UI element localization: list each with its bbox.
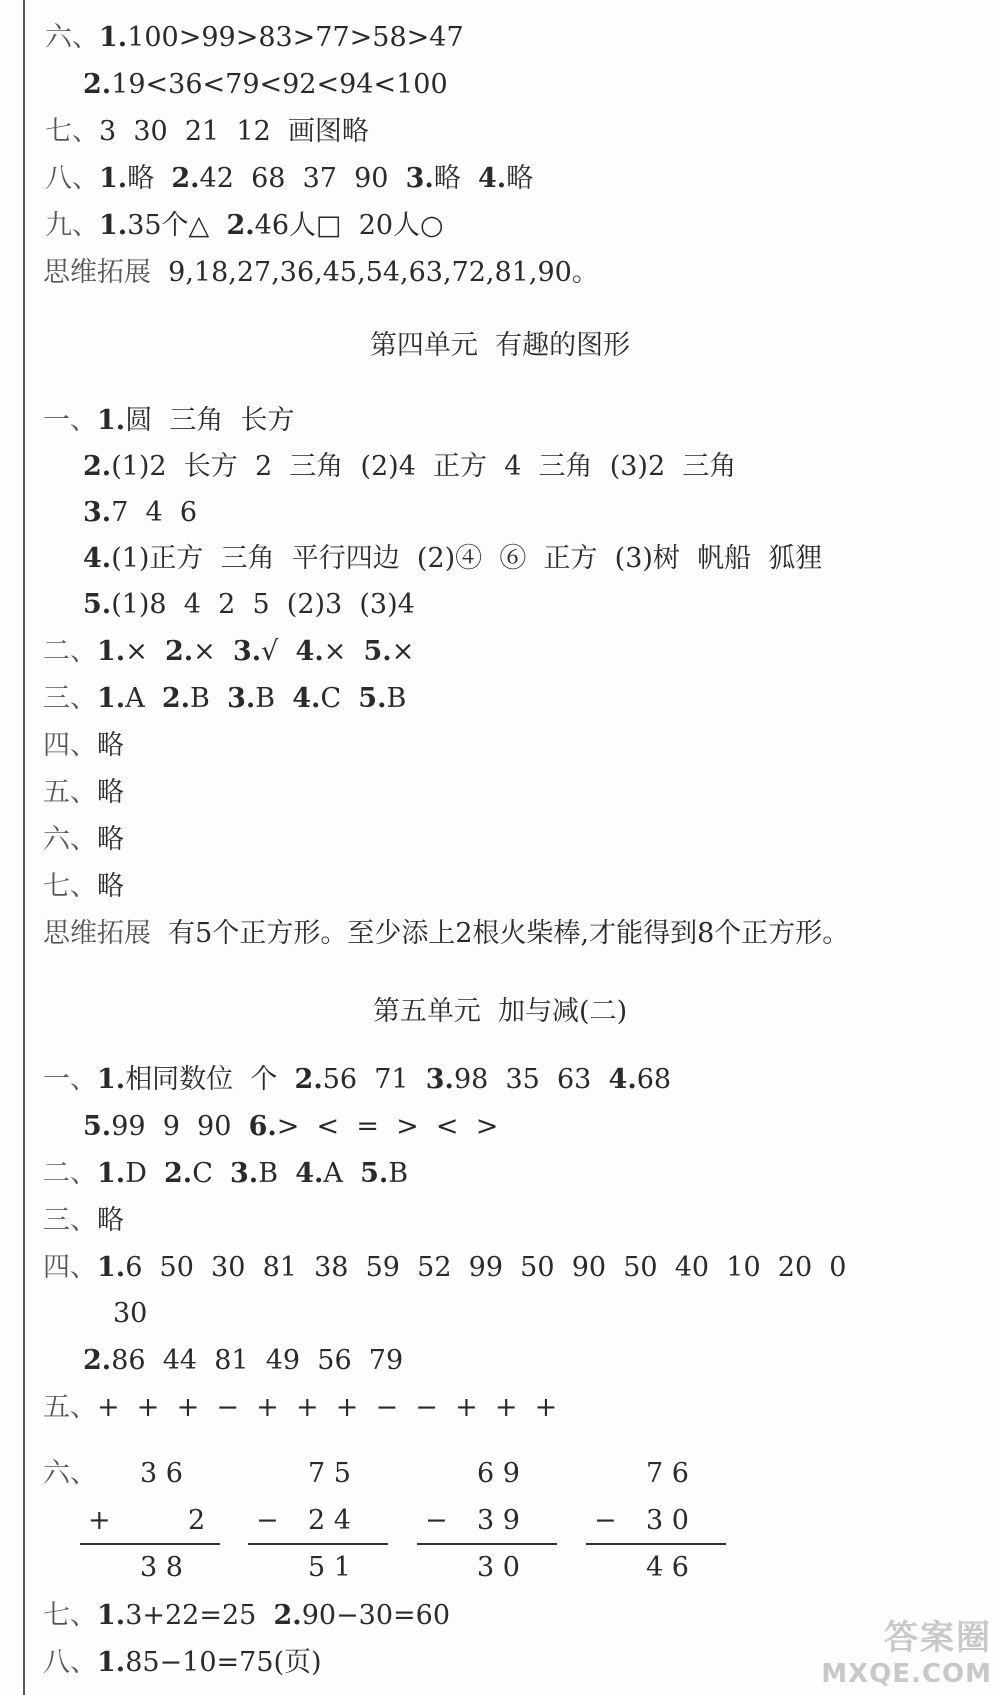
answer-text: 99 9 90 xyxy=(111,1111,249,1142)
answer-text: 略 xyxy=(97,730,124,761)
answer-text: 3 30 21 12 画图略 xyxy=(99,116,369,147)
section-label: 八、 xyxy=(45,163,99,194)
answer-text: 42 68 37 90 xyxy=(199,163,406,194)
section-label: 七、 xyxy=(43,1600,97,1631)
answer-line-u5-1-1 xyxy=(43,1064,671,1096)
answer-text: 略 xyxy=(97,777,124,808)
question-number: 2. xyxy=(161,683,191,714)
vertical-operand-bottom: 3 0 xyxy=(646,1505,689,1536)
vertical-rule xyxy=(248,1543,388,1545)
question-number: 1. xyxy=(97,1647,126,1678)
vertical-result: 3 0 xyxy=(477,1552,520,1583)
answer-text: B xyxy=(190,683,228,714)
question-number: 4. xyxy=(83,543,112,574)
section-label: 一、 xyxy=(43,1064,97,1095)
answer-text: 略 xyxy=(433,163,478,194)
question-number: 2. xyxy=(83,1345,112,1376)
question-number: 2. xyxy=(83,451,112,482)
answer-line-u5-4b xyxy=(113,1298,147,1330)
question-number: 1. xyxy=(97,1158,126,1189)
answer-text: 相同数位 个 xyxy=(125,1064,295,1095)
question-number: 5. xyxy=(83,589,112,620)
section-label: 一、 xyxy=(43,405,97,436)
answer-text: 90−30=60 xyxy=(301,1600,451,1631)
answer-line-l6-1 xyxy=(45,22,464,54)
section-label: 三、 xyxy=(43,1205,97,1236)
watermark xyxy=(821,1610,992,1689)
answer-line-u4-6 xyxy=(43,824,124,856)
answer-text: (1)正方 三角 平行四边 (2)④ ⑥ 正方 (3)树 帆船 狐狸 xyxy=(111,543,823,574)
section-label: 八、 xyxy=(43,1647,97,1678)
answer-line-u4-1-4 xyxy=(83,543,822,575)
question-number: 2. xyxy=(226,210,255,241)
question-number: 5. xyxy=(363,636,392,667)
question-number: 4. xyxy=(295,1158,324,1189)
answer-text: > < = > < > xyxy=(276,1111,499,1142)
answer-text: B xyxy=(258,1158,296,1189)
answer-text: A xyxy=(323,1158,361,1189)
question-number: 3. xyxy=(405,163,434,194)
vertical-rule xyxy=(586,1543,726,1545)
section-label: 二、 xyxy=(43,636,97,667)
answer-text: √ xyxy=(261,636,296,667)
unit4-title: 第四单元 有趣的图形 xyxy=(369,330,631,361)
vertical-operator: − xyxy=(425,1505,448,1536)
answer-text: 46人□ 20人○ xyxy=(254,210,444,241)
answer-line-u5-5 xyxy=(43,1392,557,1424)
answer-line-lext1 xyxy=(43,257,599,289)
answer-text: 略 xyxy=(506,163,534,194)
question-number: 1. xyxy=(97,1600,126,1631)
question-number: 3. xyxy=(425,1064,454,1095)
answer-text: + + + − + + + − − + + + xyxy=(97,1392,558,1423)
answer-line-u5-2 xyxy=(43,1158,408,1190)
question-number: 5. xyxy=(360,1158,389,1189)
question-number: 5. xyxy=(358,683,387,714)
vertical-operator: − xyxy=(594,1505,617,1536)
vertical-operator: + xyxy=(88,1505,111,1536)
answer-text: × xyxy=(125,636,165,667)
section-label: 六、 xyxy=(45,22,99,53)
answer-line-u5-4c xyxy=(83,1345,403,1377)
question-number: 4. xyxy=(292,683,321,714)
answer-text: 略 xyxy=(97,1205,124,1236)
section-label: 五、 xyxy=(43,1392,97,1423)
question-number: 2. xyxy=(171,163,200,194)
answer-text: 56 71 xyxy=(322,1064,426,1095)
question-number: 2. xyxy=(294,1064,323,1095)
question-number: 1. xyxy=(97,405,126,436)
vertical-operand-bottom: 2 4 xyxy=(308,1505,351,1536)
answer-text: 98 35 63 xyxy=(453,1064,609,1095)
vertical-operator: − xyxy=(256,1505,279,1536)
answer-line-u5-4a xyxy=(43,1252,847,1284)
answer-text: × xyxy=(391,636,415,667)
answer-text: 68 xyxy=(636,1064,672,1095)
answer-line-l9 xyxy=(45,210,444,242)
section-label-six: 六、 xyxy=(43,1458,97,1489)
answer-line-u5-1-2 xyxy=(83,1111,498,1143)
answer-line-u5-3 xyxy=(43,1205,124,1237)
question-number: 3. xyxy=(83,497,112,528)
answer-text: (1)2 长方 2 三角 (2)4 正方 4 三角 (3)2 三角 xyxy=(111,451,737,482)
answer-text: 7 4 6 xyxy=(111,497,198,528)
answer-text: 有5个正方形。至少添上2根火柴棒,才能得到8个正方形。 xyxy=(168,918,850,949)
answer-text: 9,18,27,36,45,54,63,72,81,90。 xyxy=(168,257,599,288)
vertical-result: 5 1 xyxy=(308,1552,351,1583)
answer-line-u5-8 xyxy=(43,1647,322,1679)
answer-line-l6-2 xyxy=(83,69,448,101)
question-number: 3. xyxy=(230,1158,259,1189)
section-label: 七、 xyxy=(45,116,99,147)
answer-line-l8 xyxy=(45,163,533,195)
section-label: 二、 xyxy=(43,1158,97,1189)
question-number: 3. xyxy=(232,636,262,667)
vertical-operand-top: 6 9 xyxy=(477,1458,520,1489)
vertical-operand-top: 3 6 xyxy=(140,1458,183,1489)
question-number: 4. xyxy=(608,1064,637,1095)
answer-text: 略 xyxy=(97,824,124,855)
answer-line-u4-1-2 xyxy=(83,451,736,483)
answer-text: × xyxy=(323,636,364,667)
answer-text: B xyxy=(386,683,407,714)
vertical-rule xyxy=(417,1543,557,1545)
vertical-result: 3 8 xyxy=(140,1552,183,1583)
question-number: 6. xyxy=(248,1111,277,1142)
watermark-url: MXQE.COM xyxy=(821,1659,992,1689)
section-label: 七、 xyxy=(43,871,97,902)
question-number: 3. xyxy=(227,683,256,714)
question-number: 2. xyxy=(273,1600,302,1631)
answer-line-u4-1-5 xyxy=(83,589,415,621)
answer-text: × xyxy=(193,636,233,667)
answer-text: 35个△ xyxy=(127,210,227,241)
question-number: 1. xyxy=(97,1252,126,1283)
question-number: 5. xyxy=(83,1111,112,1142)
question-number: 1. xyxy=(97,1064,126,1095)
answer-line-u5-7 xyxy=(43,1600,450,1632)
section-label: 思维拓展 xyxy=(43,918,169,949)
answer-line-u4-1-3 xyxy=(83,497,197,529)
vertical-operand-bottom: 3 9 xyxy=(477,1505,520,1536)
answer-text: 略 xyxy=(97,871,124,902)
watermark-logo-text: 答案圈 xyxy=(884,1618,992,1658)
question-number: 1. xyxy=(97,683,126,714)
question-number: 2. xyxy=(164,1158,193,1189)
answer-text: C xyxy=(320,683,359,714)
answer-line-u4-3 xyxy=(43,683,406,715)
section-label: 九、 xyxy=(45,210,99,241)
vertical-rule xyxy=(80,1543,220,1545)
section-label: 四、 xyxy=(43,1252,97,1283)
answer-text: B xyxy=(388,1158,409,1189)
vertical-result: 4 6 xyxy=(646,1552,689,1583)
vertical-operand-top: 7 6 xyxy=(646,1458,689,1489)
answer-text: 略 xyxy=(127,163,172,194)
section-label: 五、 xyxy=(43,777,97,808)
answer-text: B xyxy=(255,683,293,714)
answer-line-u4-5 xyxy=(43,777,124,809)
answer-line-lext2 xyxy=(43,918,849,950)
answer-text: 30 xyxy=(113,1298,148,1329)
margin-line xyxy=(23,0,25,1695)
vertical-operand-top: 7 5 xyxy=(308,1458,351,1489)
answer-text: 85−10=75(页) xyxy=(125,1647,322,1678)
answer-text: 19<36<79<92<94<100 xyxy=(111,69,448,100)
answer-text: (1)8 4 2 5 (2)3 (3)4 xyxy=(111,589,415,620)
answer-text: D xyxy=(125,1158,164,1189)
answer-line-u4-2 xyxy=(43,636,414,668)
answer-text: 86 44 81 49 56 79 xyxy=(111,1345,404,1376)
unit5-title: 第五单元 加与减(二) xyxy=(372,996,628,1027)
section-label: 思维拓展 xyxy=(43,257,169,288)
answer-line-u4-4 xyxy=(43,730,124,762)
section-label: 四、 xyxy=(43,730,97,761)
vertical-operand-bottom: 2 xyxy=(188,1505,206,1536)
question-number: 1. xyxy=(99,163,128,194)
answer-text: 3+22=25 xyxy=(125,1600,274,1631)
question-number: 2. xyxy=(164,636,194,667)
answer-line-u4-1-1 xyxy=(43,405,295,437)
question-number: 1. xyxy=(97,636,126,667)
answer-line-u4-7 xyxy=(43,871,124,903)
question-number: 4. xyxy=(295,636,324,667)
section-label: 三、 xyxy=(43,683,97,714)
question-number: 4. xyxy=(478,163,507,194)
answer-text: 圆 三角 长方 xyxy=(125,405,295,436)
answer-text: 6 50 30 81 38 59 52 99 50 90 50 40 10 20 0 xyxy=(125,1252,847,1283)
answer-text: A xyxy=(125,683,162,714)
answer-text: 100>99>83>77>58>47 xyxy=(127,22,464,53)
section-label: 六、 xyxy=(43,824,97,855)
answer-line-l7 xyxy=(45,116,369,148)
answer-text: C xyxy=(192,1158,231,1189)
question-number: 1. xyxy=(99,22,128,53)
question-number: 1. xyxy=(99,210,128,241)
question-number: 2. xyxy=(83,69,112,100)
